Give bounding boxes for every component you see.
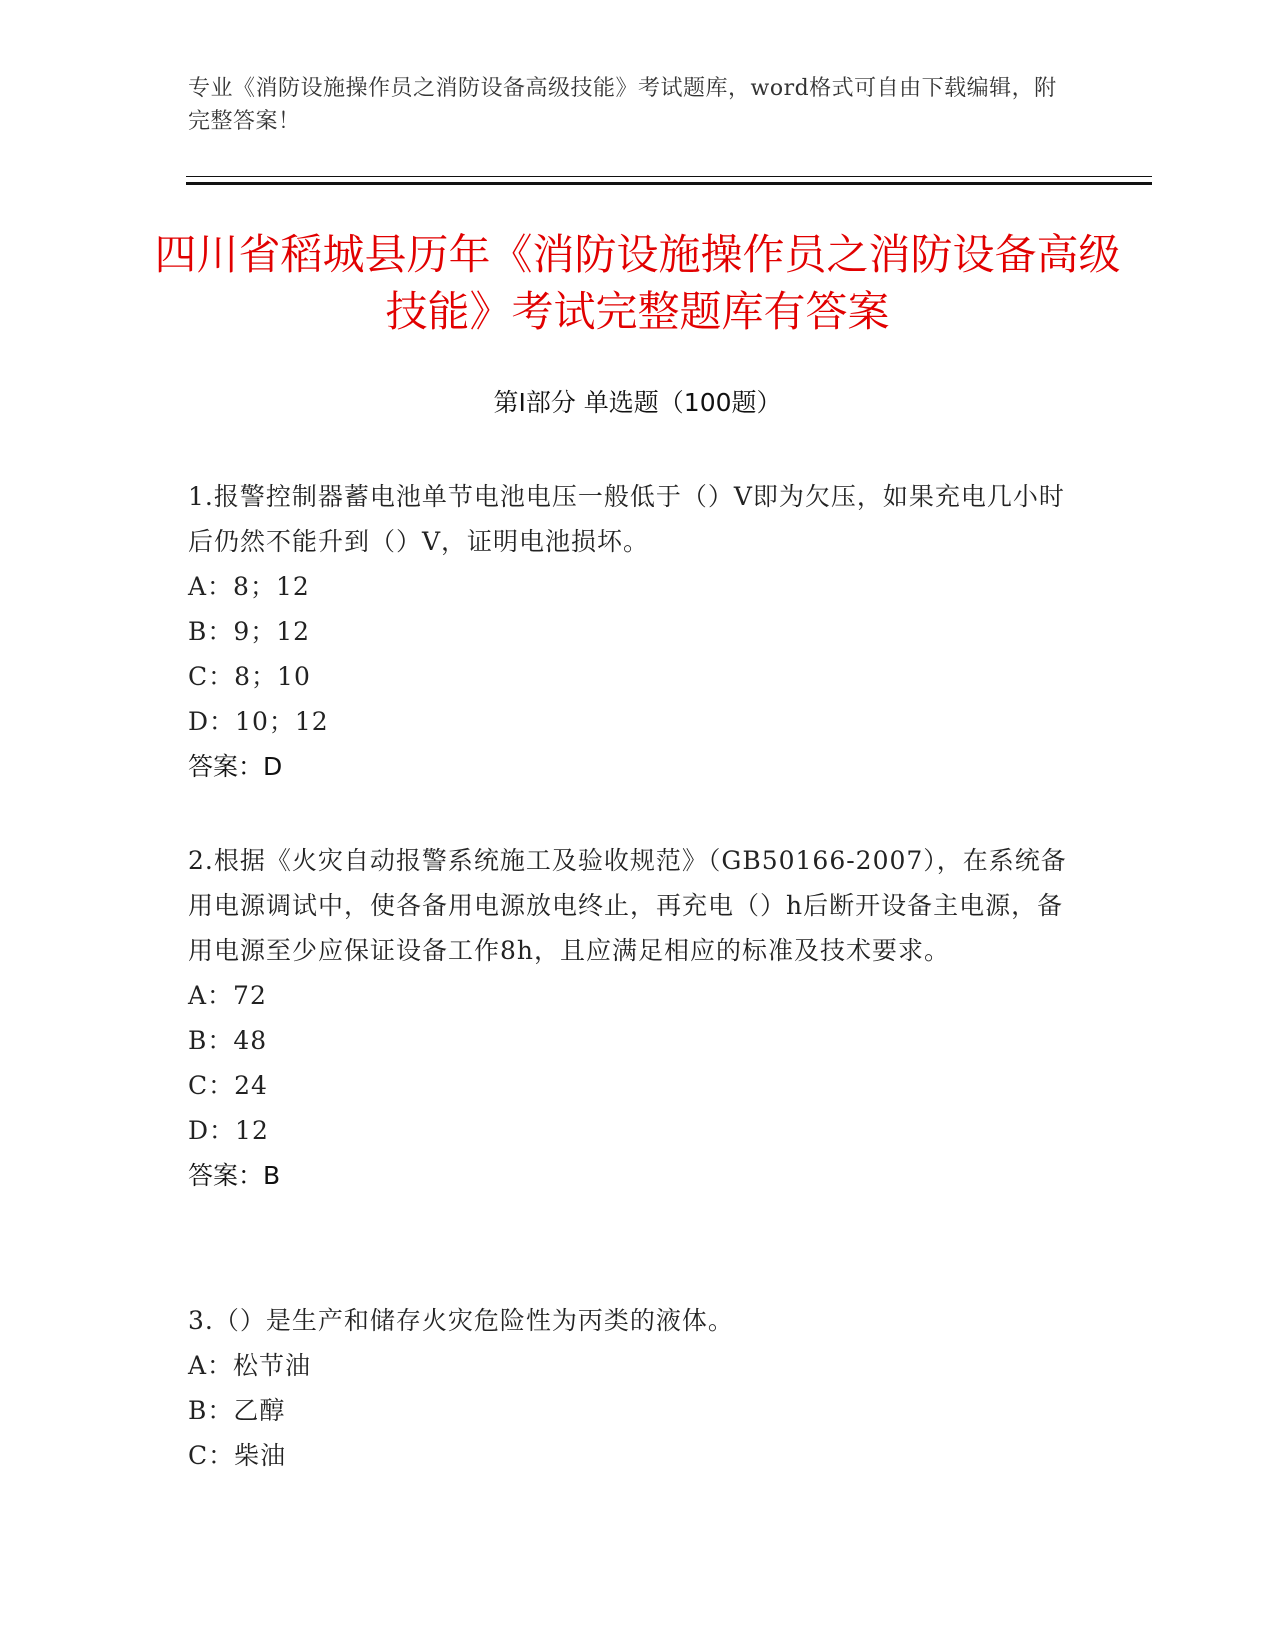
question-stem: 1.报警控制器蓄电池单节电池电压一般低于（）V即为欠压，如果充电几小时后仍然不能升到（）V，证明电池损坏。	[188, 482, 1065, 556]
option-a: A：松节油	[188, 1351, 312, 1380]
document-title: 四川省稻城县历年《消防设施操作员之消防设备高级技能》考试完整题库有答案	[154, 230, 1121, 336]
option-a: A：72	[188, 981, 267, 1010]
option-a: A：8；12	[188, 572, 310, 601]
header-rule-thick	[186, 182, 1152, 185]
answer: 答案：B	[188, 1161, 281, 1190]
option-d: D：10；12	[188, 707, 329, 736]
answer: 答案：D	[188, 752, 283, 781]
question-2	[188, 838, 1088, 1198]
option-b: B：乙醇	[188, 1396, 286, 1425]
option-c: C：8；10	[188, 662, 311, 691]
option-c: C：柴油	[188, 1441, 287, 1470]
option-d: D：12	[188, 1116, 269, 1145]
option-b: B：9；12	[188, 617, 311, 646]
question-3	[188, 1298, 1088, 1478]
header-note: 专业《消防设施操作员之消防设备高级技能》考试题库，word格式可自由下载编辑，附完整答案！	[188, 76, 1057, 134]
question-stem: 2.根据《火灾自动报警系统施工及验收规范》（GB50166-2007），在系统备用电源调试中，使各备用电源放电终止，再充电（）h后断开设备主电源，备用电源至少应保证设备工作8h，且应满足相应的标准及技术要求。	[188, 846, 1067, 965]
option-b: B：48	[188, 1026, 268, 1055]
question-1	[188, 474, 1088, 789]
question-stem: 3.（）是生产和储存火灾危险性为丙类的液体。	[188, 1306, 734, 1335]
section-heading: 第Ⅰ部分 单选题（100题）	[493, 388, 782, 417]
option-c: C：24	[188, 1071, 268, 1100]
header-rule-thin	[186, 176, 1152, 177]
